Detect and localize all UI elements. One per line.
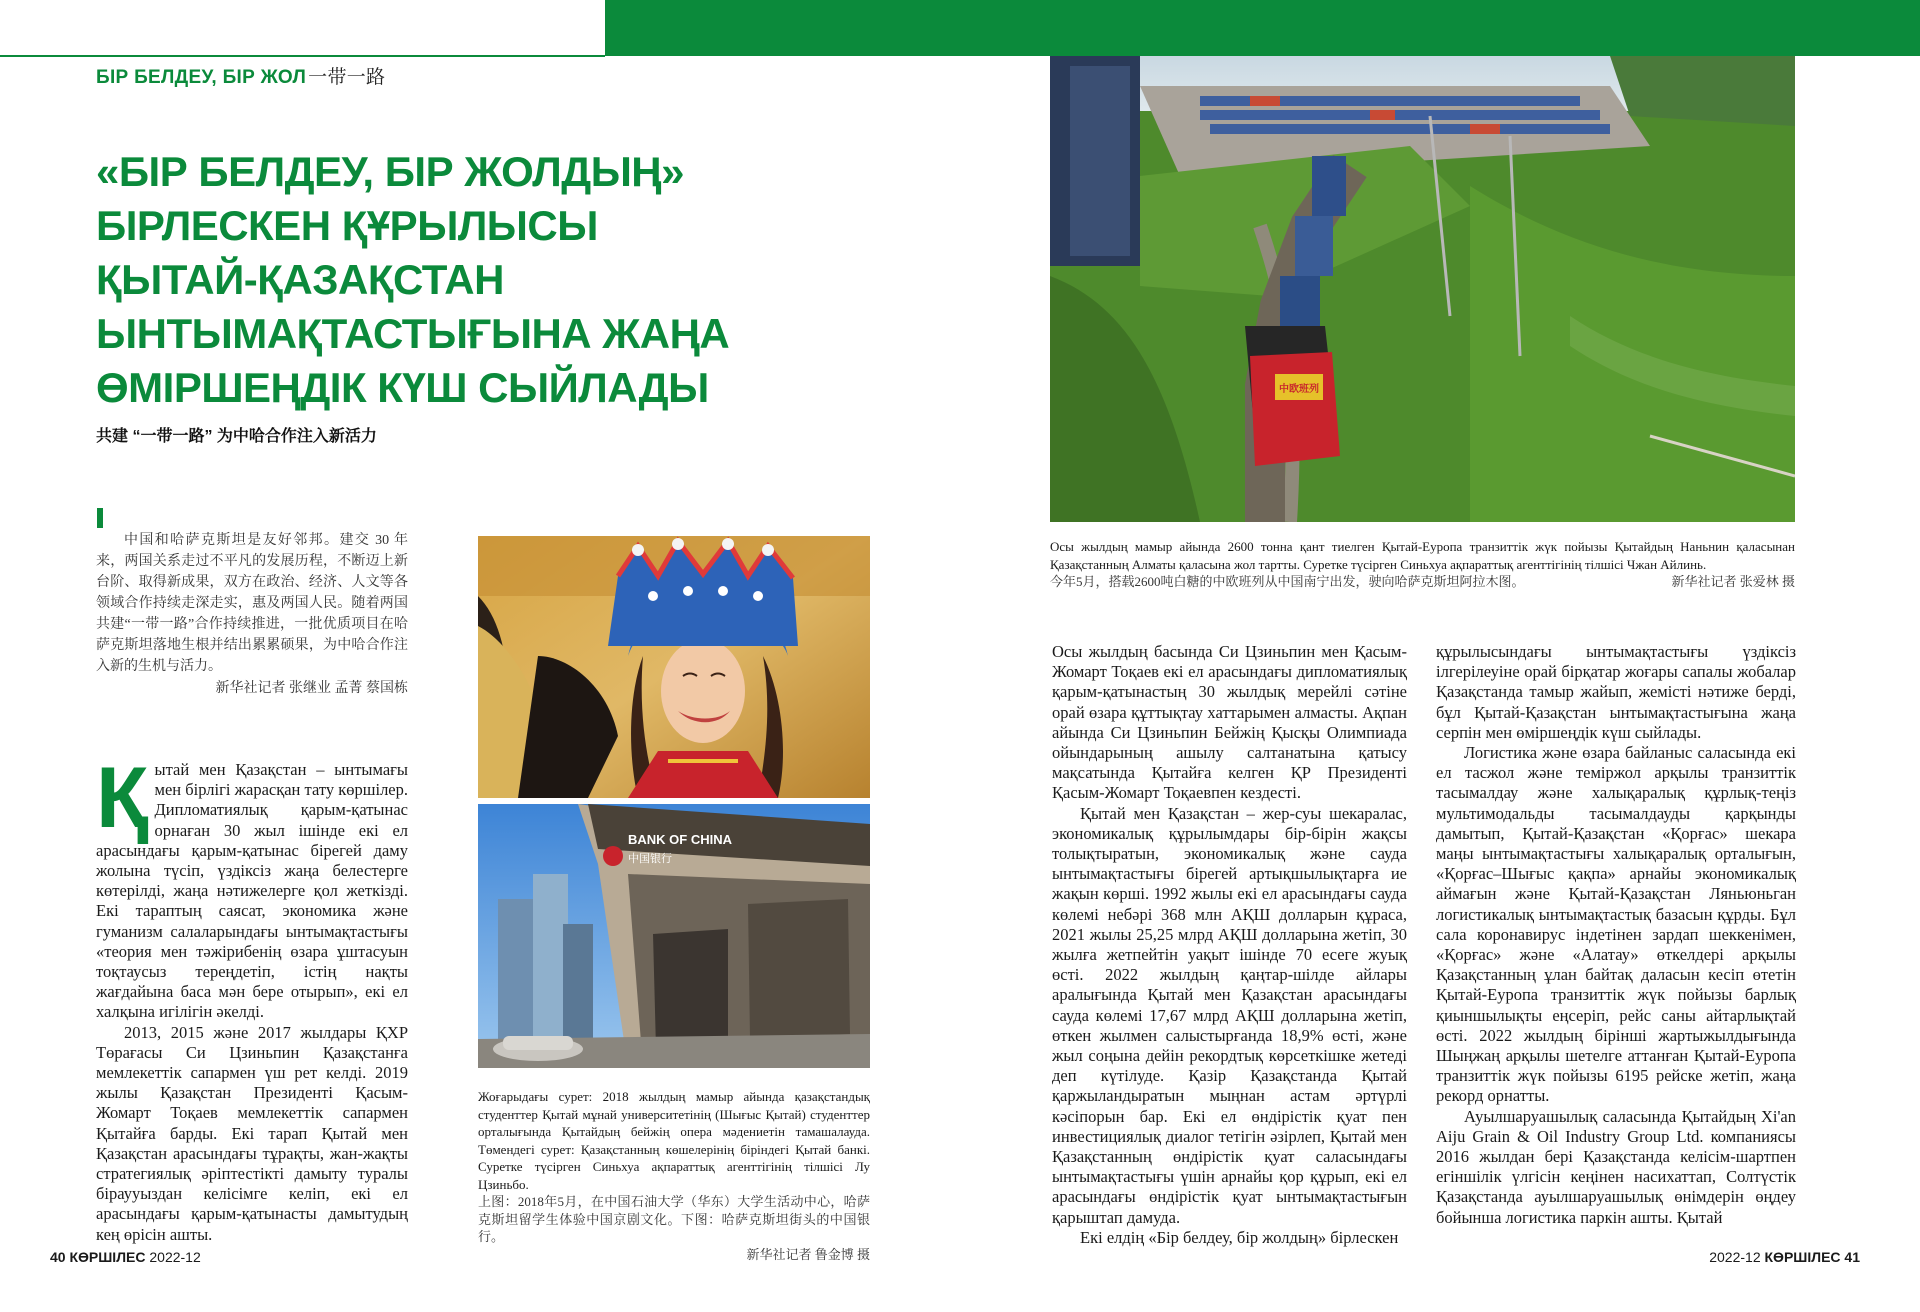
- body-column-4: [1436, 642, 1796, 1228]
- body-paragraph: Екі елдің «Бір белдеу, бір жолдың» бірлескен: [1080, 1227, 1399, 1247]
- caption-cn: 上图：2018年5月，在中国石油大学（华东）大学生活动中心，哈萨克斯坦留学生体验中国京剧文化。下图：哈萨克斯坦街头的中国银行。: [478, 1194, 870, 1244]
- lead-text: 中国和哈萨克斯坦是友好邻邦。建交 30 年来，两国关系走过不平凡的发展历程，不断迈上新台阶、取得新成果，双方在政治、经济、人文等各领域合作持续走深走实，惠及两国人民。随着两国共建“一带一路”合作持续推进，一批优质项目在哈萨克斯坦落地生根并结出累累硕果，为中哈合作注入新的生机与活力。: [96, 533, 408, 674]
- body-paragraph: құрылысындағы ынтымақтастығы үздіксіз ілгерілеуіне орай бірқатар жоғары сапалы жобалар Қазақстанда тамыр жайып, жемісті нәтиже берді, бұл Қытай-Қазақстан ынтымақтастығына жаңа серпін мен өміршеңдік күш сыйлады.: [1436, 642, 1796, 742]
- body-column-3: [1052, 642, 1407, 1248]
- body-paragraph: Қытай мен Қазақстан – жер-суы шекаралас, экономикалық құрылымдары бір-бірін жақсы толықтыратын, экономикалық және сауда ынтымақтастығы бірегей артықшылықтарға ие жақын көрші. 1992 жылы екі ел арасындағы сауда көлемі небәрі 368 млн АҚШ долларын құраса, 2021 жылы 25,25 млрд АҚШ долларына жетіп, 30 жылға жетпейтін уақыт ішінде 70 есеге жуық өсті. 2022 жылдың қаңтар-шілде айлары аралығында Қытай мен Қазақстан арасындағы сауда көлемі 17,67 млрд АҚШ долларына жетіп, өткен жылмен салыстырғанда 18,9% өсті, және жыл соңына дейін рекордтық көрсеткішке жетеді деп күтілуде. Қазір Қазақстанда Қытай қаржыландыратын мыңнан астам әртүрлі кәсіпорын бар. Екі ел өндірістік қуат пен инвестициялық диалог тетігін әзірлеп, Қытай мен Қазақстанның өндірістік қуат саласындағы ынтымақтастығы үшін арнайы қор құрып, екі ел арасындағы өндірістік қуат ынтымақтастығын қарыштап дамуда.: [1052, 803, 1407, 1227]
- photo-opera-student: [478, 536, 870, 798]
- page-number: 41: [1844, 1249, 1860, 1265]
- photo-bank-of-china: [478, 804, 870, 1068]
- title-line: ЫНТЫМАҚТАСТЫҒЫНА ЖАҢА: [96, 310, 730, 357]
- footer-left: [50, 1249, 201, 1265]
- caption-kz: Жоғарыдағы сурет: 2018 жылдың мамыр айында қазақстандық студенттер Қытай мұнай университетінің (Шығыс Қытай) студенттер орталығында Қытайдың бейжің опера мәдениетін тамашалауда. Төмендегі сурет: Қазақстанның көшелерінің біріндегі Қытай банкі. Суретке түсірген Синьхуа ақпараттық агенттігінің тілшісі Лу Цзиньбо.: [478, 1089, 870, 1192]
- right-photo-caption: [1050, 538, 1795, 591]
- magazine-name: КӨРШІЛЕС: [1764, 1249, 1841, 1265]
- magazine-name: КӨРШІЛЕС: [69, 1249, 146, 1265]
- left-photo-caption: [478, 1088, 870, 1263]
- body-paragraph: Осы жылдың басында Си Цзиньпин мен Қасым-Жомарт Тоқаев екі ел арасындағы дипломатиялық қарым-қатынастың 30 жылдық мерейлі сәтіне орай өзара құттықтау хаттарымен алмасты. Ақпан айында Си Цзиньпин Бейжің Қысқы Олимпиада ойындарының ашылу салтанатына қатысу мақсатында Қытайға келген ҚР Президенті Қасым-Жомарт Тоқаевпен кездесті.: [1052, 642, 1407, 803]
- issue-number: 2022-12: [1709, 1249, 1761, 1265]
- lead-marker: [97, 508, 103, 528]
- body-paragraph: Ауылшаруашылық саласында Қытайдың Xi'an Aiju Grain & Oil Industry Group Ltd. компаниясы 2016 жылдан бері Қазақстанда келісім-шартпен егіншілік үлгісін кеңінен насихаттап, Солтүстік Қазақстанда ауылшаруашылық өнімдерін өңдеу бойынша логистика паркін ашты. Қытай: [1436, 1106, 1796, 1227]
- page-number: 40: [50, 1249, 66, 1265]
- lead-paragraph-cn: [96, 530, 408, 699]
- article-subtitle-cn: 共建 “一带一路” 为中哈合作注入新活力: [96, 428, 377, 445]
- header-green-band: [605, 0, 1920, 56]
- body-paragraph: Логистика және өзара байланыс саласында екі ел тасжол және теміржол арқылы транзиттік тасымалдау және халықаралық құрлық-теңіз мультимодальды тасымалдауды қарқынды дамытып, Қытай-Қазақстан «Қорғас» шекара маңы ынтымақтастығы халықаралық орталығын, «Қорғас–Шығыс қақпа» арнайы экономикалық аймағын және Қытай-Қазақстан Ляньюньган логистикалық ынтымақтастық базасын құрды. Бұл сала коронавирус індетінен зардап шеккенімен, «Қорғас» және «Алатау» өткелдері арқылы Қазақстанның ұлан байтақ даласын кесіп өтетін Қытай-Еуропа транзиттік жүк пойызы барлық қиыншылықты еңсеріп, рейс саны айтарлықтай өсті. 2022 жылдың бірінші жартыжылдығында Шыңжаң арқылы шетелге аттанған Қытай-Еуропа транзиттік жүк пойызы 6195 рейске жетіп, жаңа рекорд орнатты.: [1436, 743, 1796, 1106]
- section-header: [96, 62, 385, 89]
- caption-kz: Осы жылдың мамыр айында 2600 тонна қант тиелген Қытай-Еуропа транзиттік жүк пойызы Қытайдың Наньнин қаласынан Қазақстанның Алматы қаласына жол тартты. Суретке түсірген Синьхуа ақпараттық агенттігінің тілшісі Чжан Айлинь.: [1050, 539, 1795, 572]
- section-label-kz: БІР БЕЛДЕУ, БІР ЖОЛ: [96, 67, 307, 88]
- drop-cap: Қ: [96, 750, 149, 846]
- body-paragraph: 2013, 2015 және 2017 жылдары ҚХР Төрағасы Си Цзиньпин Қазақстанға мемлекеттік сапармен үш рет келді. 2019 жылы Қазақстан Президенті Қасым-Жомарт Тоқаев мемлекеттік сапармен Қытайға барды. Екі тарап Қытай мен Қазақстан арасындағы тұрақты, жан-жақты стратегиялық әріптестікті дамыту туралы біраууыздан келісімге келіп, екі ел арасындағы қарым-қатынасты дамытудың кең өрісін ашты.: [96, 1022, 408, 1244]
- body-column-1: [96, 750, 408, 1245]
- caption-cn: 今年5月，搭载2600吨白糖的中欧班列从中国南宁出发，驶向哈萨克斯坦阿拉木图。: [1050, 574, 1525, 589]
- title-line: БІРЛЕСКЕН ҚҰРЫЛЫСЫ: [96, 202, 598, 249]
- photo-freight-train: [1050, 56, 1795, 522]
- bank-sign: BANK OF CHINA: [628, 832, 732, 847]
- header-rule: [0, 55, 605, 57]
- lead-authors: 新华社记者 张继业 孟菁 蔡国栋: [215, 681, 408, 696]
- article-title: [96, 145, 736, 415]
- title-line: ӨМІРШЕҢДІК КҮШ СЫЙЛАДЫ: [96, 364, 709, 411]
- issue-number: 2022-12: [149, 1249, 201, 1265]
- body-paragraph: ытай мен Қазақстан – ынтымағы мен бірлігі жарасқан тату көршілер. Дипломатиялық қарым-қатынас орнаған 30 жыл ішінде екі ел арасындағы қарым-қатынас бірегей даму жолына түсіп, үздіксіз жаңа белестерге көтерілді, жаңа нәтижелерге қол жеткізді. Екі тараптың саясат, экономика және гуманизм салаларындағы ынтымақтастығы «теория мен тәжірибенің өзара ұштасуын тоқтаусыз тереңдетіп, істің нақты жағдайына баса мән бере отырып», екі ел халқына игілігін әкелді.: [96, 760, 408, 1022]
- bank-sign-cn: 中国银行: [628, 853, 672, 865]
- title-line: «БІР БЕЛДЕУ, БІР ЖОЛДЫҢ»: [96, 148, 684, 195]
- footer-right: [1709, 1249, 1860, 1265]
- caption-credit: 新华社记者 鲁金博 摄: [746, 1246, 870, 1262]
- title-line: ҚЫТАЙ-ҚАЗАҚСТАН: [96, 256, 504, 303]
- loco-plate: 中欧班列: [1279, 384, 1319, 395]
- caption-credit: 新华社记者 张爱林 摄: [1671, 574, 1795, 589]
- section-label-cn: 一带一路: [308, 67, 386, 88]
